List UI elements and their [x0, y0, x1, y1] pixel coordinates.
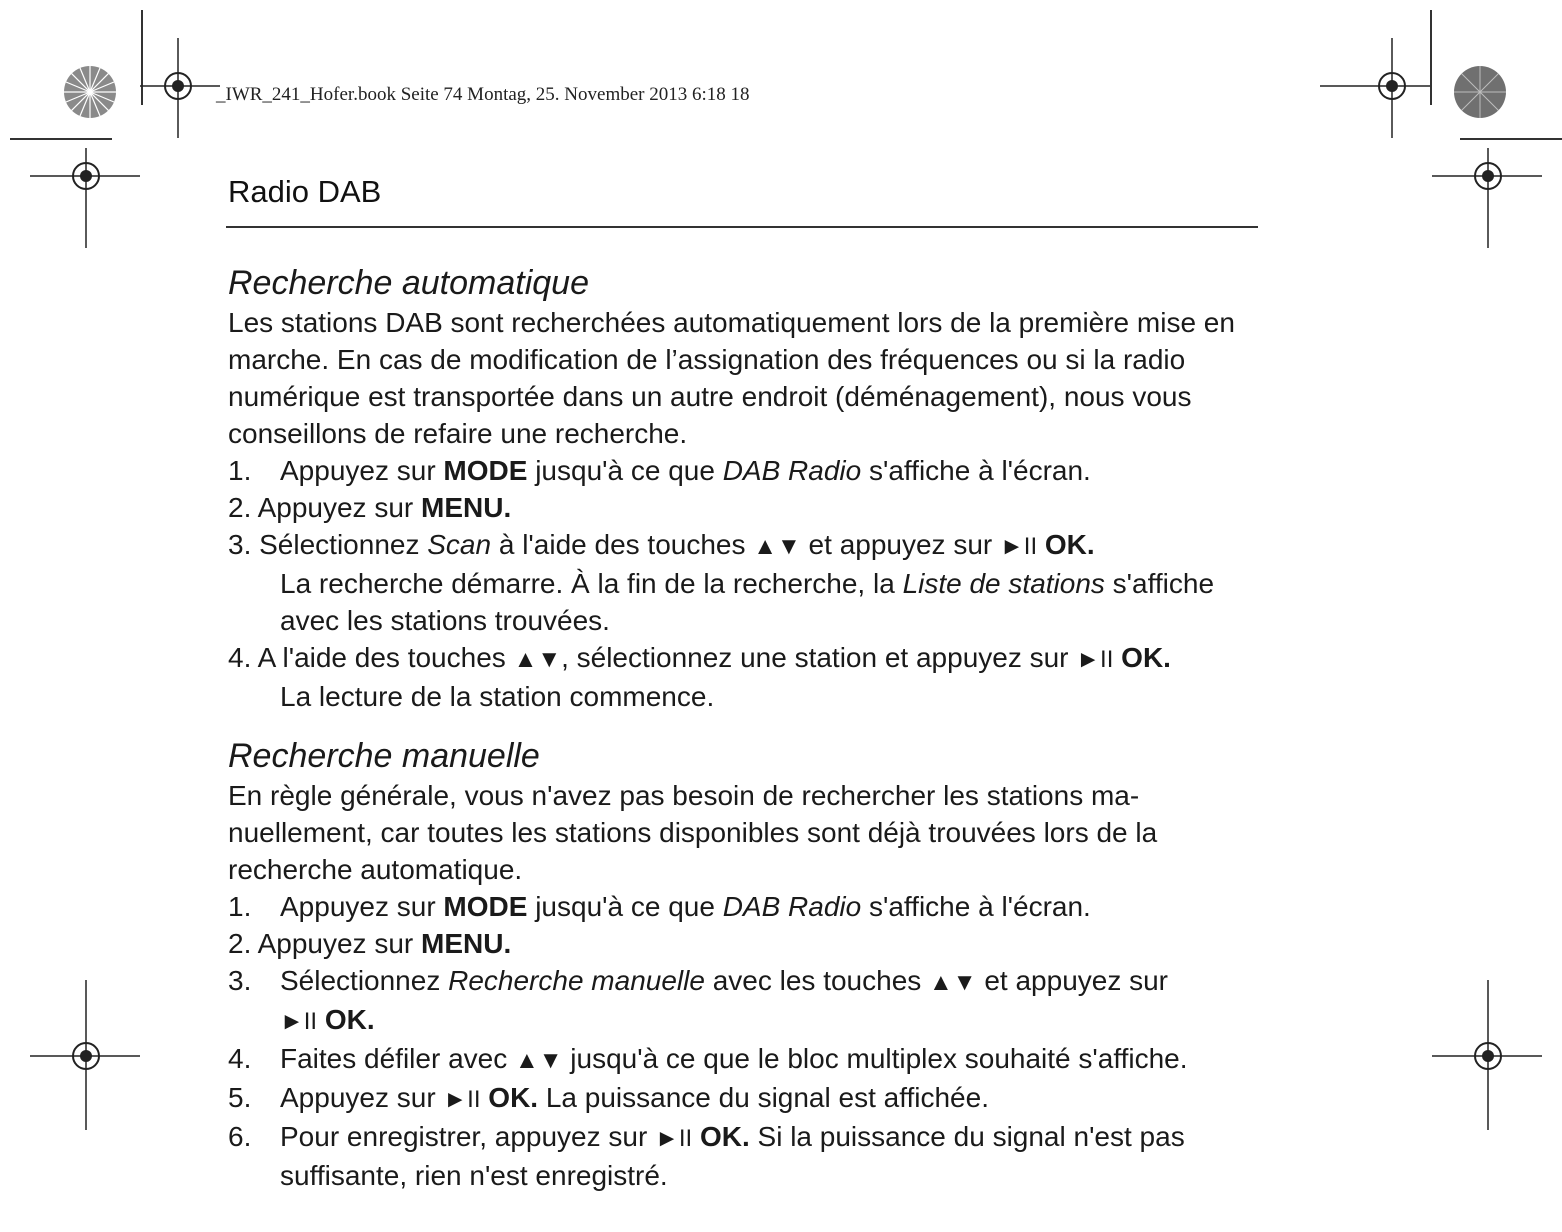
auto-step-2: 2. Appuyez sur MENU. — [228, 492, 512, 523]
crosshair-right-lower — [1432, 980, 1542, 1130]
page-body — [228, 262, 1268, 1194]
header-rule — [226, 226, 1258, 228]
crosshair-left-lower — [30, 980, 140, 1130]
crosshair-left-upper — [30, 148, 140, 248]
crosshair-top-right — [1320, 38, 1430, 138]
auto-intro: Les stations DAB sont recherchées automatiquement lors de la première mise en marche. En cas de modification de l’assignation des fréquences ou si la radio numérique est transportée dans un autre endroit (déménagement), nous vous conseillons de refaire une recherche. — [228, 307, 1235, 449]
play-pause-icon: ►II — [1076, 646, 1114, 673]
running-head: Radio DAB — [228, 174, 382, 209]
crop-line — [10, 138, 112, 140]
play-pause-icon: ►II — [1000, 533, 1038, 560]
play-pause-icon: ►II — [655, 1125, 693, 1152]
crop-line — [1460, 138, 1562, 140]
crop-line — [1430, 10, 1432, 105]
up-down-arrows-icon: ▲▼ — [929, 969, 977, 996]
up-down-arrows-icon: ▲▼ — [753, 533, 801, 560]
crosshair-top-left — [140, 38, 220, 138]
play-pause-icon: ►II — [280, 1008, 318, 1035]
auto-step-4-detail: La lecture de la station commence. — [280, 681, 715, 712]
manual-step-3: 3. Sélectionnez Recherche manuelle avec les touches ▲▼ et appuyez sur ►II OK. — [228, 965, 1169, 1035]
manual-step-1: 1. Appuyez sur MODE jusqu'à ce que DAB Radio s'affiche à l'écran. — [228, 891, 1091, 922]
auto-step-1: 1. Appuyez sur MODE jusqu'à ce que DAB Radio s'affiche à l'écran. — [228, 455, 1091, 486]
section-title-auto: Recherche automatique — [228, 264, 590, 302]
play-pause-icon: ►II — [443, 1086, 481, 1113]
registration-wheel-right — [1452, 64, 1508, 120]
auto-step-4: 4. A l'aide des touches ▲▼, sélectionnez une station et appuyez sur ►II OK. — [228, 642, 1171, 673]
auto-step-3: 3. Sélectionnez Scan à l'aide des touches ▲▼ et appuyez sur ►II OK. — [228, 529, 1095, 560]
auto-step-3-detail: La recherche démarre. À la fin de la recherche, la Liste de stations s'affiche avec les stations trouvées. — [280, 568, 1215, 636]
manual-step-2: 2. Appuyez sur MENU. — [228, 928, 512, 959]
crosshair-right-upper — [1432, 148, 1542, 248]
manual-step-6: 6. Pour enregistrer, appuyez sur ►II OK. Si la puissance du signal n'est pas suffisante, rien n'est enregistré. — [228, 1121, 1185, 1191]
print-slug: _IWR_241_Hofer.book Seite 74 Montag, 25. November 2013 6:18 18 — [216, 84, 750, 105]
up-down-arrows-icon: ▲▼ — [513, 646, 562, 673]
registration-wheel-left — [62, 64, 118, 120]
manual-step-4: 4. Faites défiler avec ▲▼ jusqu'à ce que le bloc multiplex souhaité s'affiche. — [228, 1043, 1188, 1074]
manual-step-5: 5. Appuyez sur ►II OK. La puissance du signal est affichée. — [228, 1082, 989, 1113]
section-title-manual: Recherche manuelle — [228, 737, 540, 775]
up-down-arrows-icon: ▲▼ — [515, 1047, 563, 1074]
manual-intro: En règle générale, vous n'avez pas besoin de rechercher les stations ma-nuellement, car toutes les stations disponibles sont déjà trouvées lors de la recherche automatique. — [228, 780, 1158, 885]
